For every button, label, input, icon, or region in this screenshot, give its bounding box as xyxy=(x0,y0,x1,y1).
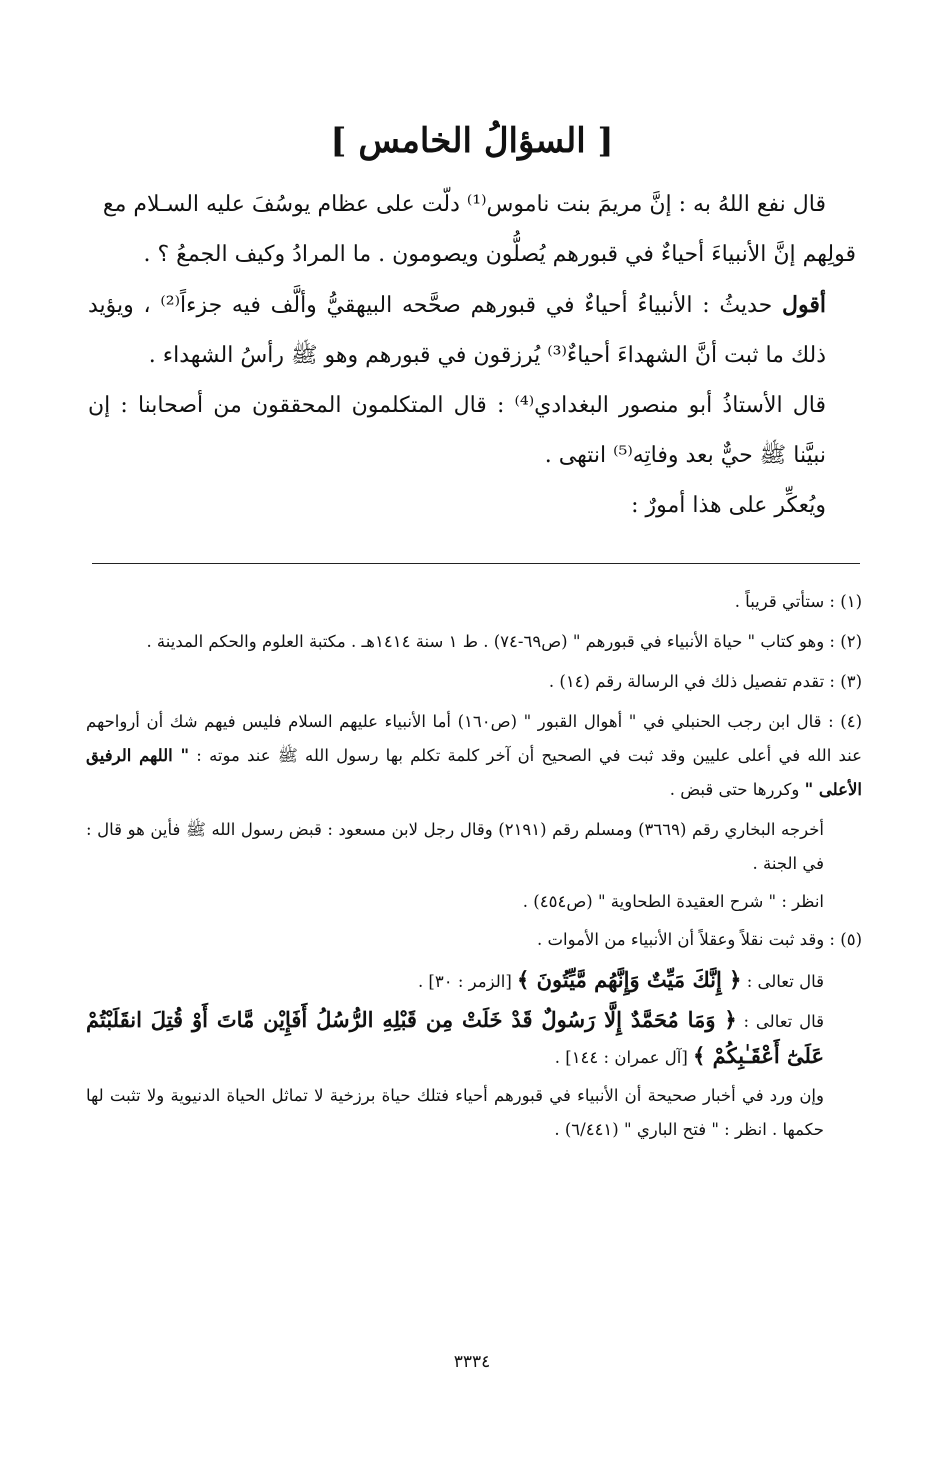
footnote-2: (٢) : وهو كتاب " حياة الأنبياء في قبورهم " (ص٦٩-٧٤) . ط ١ سنة ١٤١٤هـ . مكتبة العلوم والحكم المدينة . xyxy=(146,632,862,651)
footnote-4-text: (٤) : قال ابن رجب الحنبلي في " أهوال القبور " (ص١٦٠) أما الأنبياء عليهم السلام فليس فيهم شك أن أرواحهم عند الله في أعلى عليين وقد ثبت في الصحيح أن آخر كلمة تكلم بها رسول الله ﷺ عند موته : xyxy=(86,712,862,765)
answer-text-1: حديثُ : الأنبياءُ أحياءٌ في قبورهم صحَّحه البيهقيُّ وألَّف فيه جزءاً⁽²⁾ ، ويؤيد ذلك ما ثبت أنَّ الشهداءَ أحياءٌ⁽³⁾ يُرزقون في قبورهم وهو ﷺ رأسُ الشهداء . xyxy=(88,293,826,368)
footnote-5-verse-1-ref: [الزمر : ٣٠] . xyxy=(417,972,512,991)
footnote-5-verse-2-intro: قال تعالى : xyxy=(743,1012,825,1031)
footnote-4-source: أخرجه البخاري رقم (٣٦٦٩) ومسلم رقم (٢١٩١) وقال رجل لابن مسعود : قبض رسول الله ﷺ فأين هو قال : في الجنة . xyxy=(86,820,824,873)
main-text xyxy=(88,180,856,531)
footnote-5-verse-1-text: ﴿ إِنَّكَ مَيِّتٌ وَإِنَّهُم مَّيِّتُونَ ﴾ xyxy=(517,967,742,992)
footnote-4 xyxy=(86,705,862,807)
footnotes xyxy=(86,585,862,1151)
question-line-1: قال نفع اللهُ به : إنَّ مريمَ بنت ناموس⁽¹⁾ دلّت على عظام يوسُفَ عليه السـلام مع xyxy=(102,192,826,217)
footnote-5-verse-2 xyxy=(86,1003,862,1075)
answer-paragraph-1 xyxy=(88,280,856,381)
answer-paragraph-3: ويُعكِّر على هذا أمورٌ : xyxy=(631,493,826,518)
footnote-4-quote: " اللهم الرفيق الأعلى " xyxy=(86,746,862,799)
footnote-4-reference: انظر : " شرح العقيدة الطحاوية " (ص٤٥٤) . xyxy=(522,892,824,911)
question-line-2: قولِهم إنَّ الأنبياءَ أحياءٌ في قبورهم يُصلُّون ويصومون . ما المرادُ وكيف الجمعُ ؟ . xyxy=(143,242,856,267)
answer-lead: أقول xyxy=(782,292,826,318)
footnote-4-end: وكررها حتى قبض . xyxy=(669,780,800,799)
footnote-5-verse-2-text: ﴿ وَمَا مُحَمَّدٌ إِلَّا رَسُولٌ قَدْ خَلَتْ مِن قَبْلِهِ الرُّسُلُ أَفَإِيْن مَّاتَ أَوْ قُتِلَ انقَلَبْتُمْ عَلَىٰٓ أَعْقَـٰبِكُمْ ﴾ xyxy=(86,1007,824,1068)
footnote-separator xyxy=(92,563,860,564)
footnote-5-verse-1 xyxy=(86,963,862,999)
answer-paragraph-2: قال الأستاذُ أبو منصور البغدادي⁽⁴⁾ : قال المتكلمون المحققون من أصحابنا : إن نبيَّنا ﷺ حيٌّ بعد وفاتِه⁽⁵⁾ انتهى . xyxy=(88,393,827,468)
footnote-5-verse-1-intro: قال تعالى : xyxy=(746,972,824,991)
footnote-3: (٣) : تقدم تفصيل ذلك في الرسالة رقم (١٤) . xyxy=(548,672,862,691)
footnote-1: (١) : ستأتي قريباً . xyxy=(734,592,862,611)
page-number: ٣٣٣٤ xyxy=(453,1352,491,1372)
footnote-5-verse-2-ref: [آل عمران : ١٤٤] . xyxy=(554,1048,688,1067)
footnote-5-conclusion: وإن ورد في أخبار صحيحة أن الأنبياء في قبورهم أحياء فتلك حياة برزخية لا تماثل الحياة الدنيوية ولا تثبت لها حكمها . انظر : " فتح الباري " (٦/٤٤١) . xyxy=(86,1086,824,1139)
section-title: [ السؤالُ الخامس ] xyxy=(330,121,614,161)
footnote-5: (٥) : وقد ثبت نقلاً وعقلاً أن الأنبياء من الأموات . xyxy=(537,930,862,949)
